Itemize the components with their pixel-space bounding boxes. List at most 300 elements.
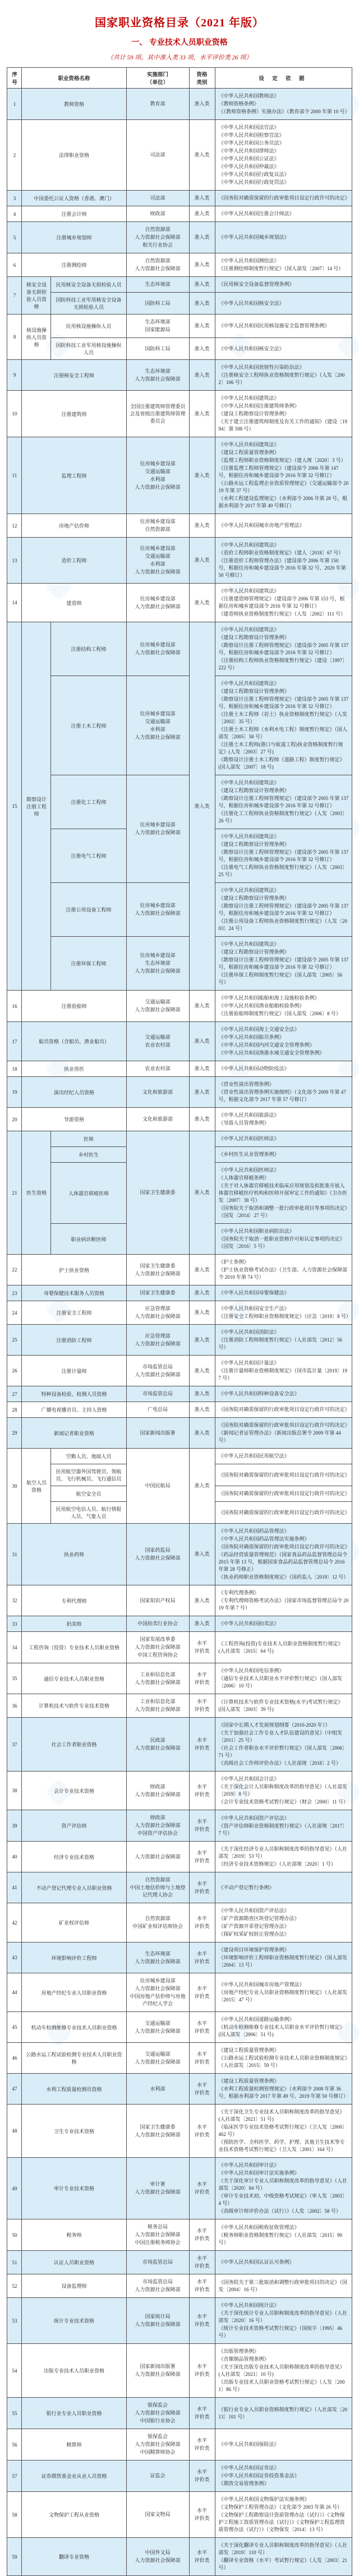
cell-name: 注册结构工程师 bbox=[51, 622, 126, 676]
dept-line: 教育部 bbox=[150, 101, 165, 107]
cell-basis bbox=[215, 1402, 352, 1418]
basis-line: 《中华人民共和国测绘法》 bbox=[218, 258, 279, 263]
basis-line: 《中华人民共和国认证认可条例》 bbox=[218, 2259, 294, 2265]
basis-line: 《中华人民共和国道路运输条例》 bbox=[218, 2017, 294, 2022]
cell-basis bbox=[215, 1585, 352, 1616]
cell-no: 39 bbox=[7, 1810, 22, 1842]
basis-line: 《关于深化统计专业人员职称制度改革的指导意见》（人社部发〔2020〕16 号） bbox=[218, 2310, 348, 2323]
cell-name: 医师 bbox=[51, 1131, 126, 1147]
table-row bbox=[7, 2043, 352, 2074]
category-line: 准入类 bbox=[194, 1407, 210, 1412]
table-row bbox=[7, 538, 352, 584]
dept-line: 国家卫生健康委 bbox=[140, 1290, 176, 1296]
dept-line: 广电总局 bbox=[147, 1407, 168, 1412]
basis-line: 《探矿权采矿权转让管理办法》 bbox=[218, 1931, 289, 1937]
basis-line: 《民用核安全设备监督管理条例》 bbox=[218, 281, 294, 287]
dept-line: 人力资源社会保障部 bbox=[135, 2131, 181, 2138]
basis-line: 《关于深化翻译专业人员职称制度改革的指导意见》（人社部发〔2019〕110 号） bbox=[218, 2542, 348, 2555]
basis-line: 《中华人民共和国建筑法》 bbox=[218, 442, 279, 447]
basis-line: 《中华人民共和国公证法》 bbox=[218, 156, 279, 161]
cell-dept bbox=[126, 1402, 189, 1418]
category-line: 准入类 bbox=[194, 1003, 210, 1009]
basis-line: 《中华人民共和国教师法》 bbox=[218, 93, 279, 99]
basis-line: 《关于深化卫生专业技术人员职称制度改革的指导意见》(人社部发〔2021〕51 号) bbox=[218, 2109, 345, 2122]
table-row bbox=[7, 1077, 352, 1108]
table-row bbox=[7, 2429, 352, 2461]
dept-line: 应急管理部 bbox=[145, 1306, 171, 1311]
dept-line: 文化和旅游部 bbox=[142, 1116, 173, 1122]
table-row bbox=[7, 360, 352, 391]
basis-line: 《中华人民共和国文物保护法实施条例》 bbox=[218, 2496, 310, 2502]
cell-no: 16 bbox=[7, 991, 22, 1022]
dept-line: 应急管理部 bbox=[145, 1333, 171, 1339]
cell-dept bbox=[126, 1386, 189, 1402]
cell-basis bbox=[215, 253, 352, 277]
header-row bbox=[7, 68, 352, 89]
dept-line: 水利部 bbox=[150, 726, 165, 732]
basis-line: 《国务院对确需保留的行政审批项目设定行政许可的决定》 bbox=[218, 1472, 350, 1478]
basis-line: 《中华人民共和国律师法》 bbox=[218, 148, 279, 154]
basis-line: 《中华人民共和国民用核设施安全监督管理条例》 bbox=[218, 323, 330, 329]
cell-name: 翻译专业资格 bbox=[22, 2538, 126, 2576]
cell-dept bbox=[126, 2043, 189, 2074]
table-row bbox=[7, 253, 352, 277]
column-header bbox=[7, 68, 22, 89]
dept-line: 人力资源社会保障部 bbox=[135, 1371, 181, 1377]
basis-line: 《关于深化出版专业技术人员职称制度改革的指导意见》(人社部发〔2021〕10 号) bbox=[218, 2364, 345, 2377]
column-header-line: 职业资格名称 bbox=[58, 76, 90, 82]
cell-basis bbox=[215, 1872, 352, 1903]
basis-line: 《注册造价工程师管理办法》（建设部令 2006 年第 150 号，根据住房和城乡建设部令 2016 年第 32 号、2020 年第 50 号修订） bbox=[218, 558, 346, 578]
basis-line: 《建造师执业资格制度暂行规定》（人发〔2002〕111 号） bbox=[218, 611, 346, 617]
cell-dept bbox=[126, 222, 189, 253]
cell-no: 26 bbox=[7, 1356, 22, 1386]
table-row bbox=[7, 2298, 352, 2344]
category-line: 水平 bbox=[196, 2181, 207, 2187]
cell-category bbox=[189, 2429, 215, 2461]
cell-basis bbox=[215, 991, 352, 1022]
table-row bbox=[7, 2274, 352, 2298]
cell-dept bbox=[126, 2429, 189, 2461]
table-row bbox=[7, 2344, 352, 2398]
cell-category bbox=[189, 338, 215, 360]
cell-basis bbox=[215, 1524, 352, 1585]
basis-line: 《中华人民共和国医师法》 bbox=[218, 1136, 279, 1141]
cell-category bbox=[189, 222, 215, 253]
cell-no: 9 bbox=[7, 360, 22, 391]
cell-dept bbox=[126, 2012, 189, 2043]
basis-line: 《药品经营质量管理规范》（国家食品药品监督管理总局令 2015 年第 13 号，根据国家食品药品监督管理总局令 2016 年第 28 号修正） bbox=[218, 1552, 348, 1572]
dept-line: 国家统计局 bbox=[145, 2314, 171, 2319]
dept-line: 人力资源社会保障部 bbox=[135, 266, 181, 271]
basis-line: 《注册结构工程师执业资格制度暂行规定》（建设〔1997〕222 号） bbox=[218, 658, 348, 670]
dept-line: 工业和信息化部 bbox=[140, 1671, 176, 1677]
table-row bbox=[7, 676, 352, 775]
category-line: 准入类 bbox=[194, 472, 210, 478]
basis-line: 《矿产资源开采登记管理办法》 bbox=[218, 1923, 289, 1929]
basis-line: 《通信专业技术人员职业水平评价暂行规定》（国人部发〔2006〕10 号） bbox=[218, 1676, 343, 1689]
count-note: （共计 59 项。其中准入类 33 项，水平评价类 26 项） bbox=[107, 54, 252, 61]
cell-dept bbox=[126, 1772, 189, 1810]
category-line: 水平 bbox=[196, 1640, 207, 1646]
cell-name: 设备监理师 bbox=[22, 2274, 126, 2298]
cell-dept bbox=[126, 622, 189, 676]
dept-line: 财政部 bbox=[150, 211, 165, 216]
cell-basis bbox=[215, 1163, 352, 1224]
dept-line: 人力资源社会保障部 bbox=[135, 1555, 181, 1561]
cell-category bbox=[189, 1810, 215, 1842]
cell-no: 22 bbox=[7, 1255, 22, 1285]
category-line: 评价类 bbox=[194, 2263, 210, 2269]
dept-line: 人力资源社会保障部 bbox=[135, 2059, 181, 2065]
category-line: 水平 bbox=[196, 1783, 207, 1789]
cell-dept bbox=[126, 1524, 189, 1585]
cell-name: 水利工程质量检测员资格 bbox=[22, 2074, 126, 2105]
cell-no: 40 bbox=[7, 1842, 22, 1872]
category-line: 准入类 bbox=[194, 1597, 210, 1603]
basis-line: 《中华人民共和国城市房地产管理法》 bbox=[218, 522, 305, 528]
basis-line: 《建设工程质量管理条例》 bbox=[218, 2078, 279, 2084]
basis-line: 《临床医学专业技术资格考试暂行规定》（卫人发〔2000〕462 号） bbox=[218, 2124, 348, 2137]
category-line: 评价类 bbox=[194, 2028, 210, 2034]
basis-line: 《建设工程勘察设计管理条例》 bbox=[218, 411, 289, 417]
cell-no: 3 bbox=[7, 191, 22, 206]
dept-line: 市场监管总局 bbox=[142, 2279, 173, 2284]
table-row bbox=[7, 1325, 352, 1356]
basis-line: 《专利代理条例》 bbox=[218, 1590, 259, 1595]
cell-name: 注册测绘师 bbox=[22, 253, 126, 277]
cell-no: 5 bbox=[7, 222, 22, 253]
cell-name: 审计专业技术资格 bbox=[22, 2158, 126, 2219]
table-row bbox=[7, 1524, 352, 1585]
cell-name: 建造师 bbox=[22, 584, 126, 622]
cell-basis bbox=[215, 1616, 352, 1632]
dept-line: 国家新闻出版署 bbox=[140, 1430, 176, 1436]
basis-line: 《中华人民共和国仲裁法》 bbox=[218, 164, 279, 169]
table-row bbox=[7, 222, 352, 253]
cell-category bbox=[189, 1301, 215, 1325]
category-line: 准入类 bbox=[194, 1190, 210, 1195]
dept-line: 人力资源社会保障部 bbox=[135, 1791, 181, 1797]
cell-no: 30 bbox=[7, 1449, 22, 1524]
basis-line: 《公路水运工程试验检测专业技术人员职业资格制度规定》（人社部发〔2015〕59 号） bbox=[218, 2055, 348, 2068]
basis-line: 《机动车检测维修专业技术人员职业水平评价暂行规定》(国人部发〔2006〕51 号) bbox=[218, 2024, 345, 2037]
cell-basis bbox=[215, 2429, 352, 2461]
basis-line: 《中华人民共和国海上交通安全法》 bbox=[218, 1026, 300, 1032]
category-line: 水平 bbox=[196, 1819, 207, 1824]
basis-line: 《中华人民共和国资产评估法》 bbox=[218, 1908, 289, 1913]
basis-line: 《工程咨询(投资)专业技术人员职业资格制度暂行规定》(人社部发〔2015〕64 号) bbox=[218, 1640, 343, 1654]
cell-no: 20 bbox=[7, 1108, 22, 1131]
dept-line: 司法部 bbox=[150, 152, 165, 158]
basis-line: 《教师资格条例》 bbox=[218, 101, 259, 107]
category-line: 评价类 bbox=[194, 1706, 210, 1712]
category-line: 评价类 bbox=[194, 2287, 210, 2292]
basis-line: 《中华人民共和国安全生产法》 bbox=[218, 1306, 289, 1311]
basis-line: 《注册监理工程师管理规定》（建设部令 2006 年第 147 号，根据住房和城乡建设部令 2016 年第 32 号修订） bbox=[218, 465, 339, 478]
cell-category bbox=[189, 2012, 215, 2043]
cell-name: 造价工程师 bbox=[22, 538, 126, 584]
table-row bbox=[7, 1449, 352, 1464]
basis-line: 《国务院对确需保留的行政审批项目设定行政许可的决定》 bbox=[218, 195, 350, 201]
basis-line: 《国务院对确需保留的行政审批项目设定行政许可的决定》 bbox=[218, 1422, 350, 1428]
basis-line: 《高级社会工作师评价办法》（人社部规〔2018〕2 号） bbox=[218, 1760, 341, 1766]
cell-basis bbox=[215, 514, 352, 538]
cell-basis bbox=[215, 2492, 352, 2538]
basis-line: 《中华人民共和国核安全法》 bbox=[218, 345, 284, 352]
cell-name: 特种设备检验、检测人员资格 bbox=[22, 1386, 126, 1402]
cell-basis bbox=[215, 622, 352, 676]
cell-basis bbox=[215, 360, 352, 391]
basis-line: 《资产评估师职业资格制度暂行规定》（人社部规〔2017〕7 号） bbox=[218, 1823, 348, 1836]
cell-no: 48 bbox=[7, 2105, 22, 2158]
cell-name: 经济专业技术资格 bbox=[22, 1842, 126, 1872]
cell-dept bbox=[126, 1616, 189, 1632]
cell-basis bbox=[215, 120, 352, 191]
cell-name: 矿业权评估师 bbox=[22, 1903, 126, 1943]
dept-line: 国家知识产权局 bbox=[140, 1597, 176, 1603]
cell-dept bbox=[126, 2158, 189, 2219]
category-line: 水平 bbox=[196, 2124, 207, 2130]
cell-no: 23 bbox=[7, 1285, 22, 1301]
category-line: 准入类 bbox=[194, 211, 210, 216]
basis-line: 《中华人民共和国船员条例》 bbox=[218, 1034, 284, 1040]
dept-line: 住房城乡建设部 bbox=[140, 545, 176, 551]
cell-dept bbox=[126, 2398, 189, 2429]
category-line: 准入类 bbox=[194, 1430, 210, 1436]
cell-category bbox=[189, 2274, 215, 2298]
basis-line: 《营业性演出管理条例实施细则》（文化部令 2009 年第 47 号，根据文化部令 2017 年第 57 号修订） bbox=[218, 1089, 346, 1102]
cell-name: 职业病诊断医师 bbox=[51, 1224, 126, 1255]
cell-dept bbox=[126, 1077, 189, 1108]
cell-basis bbox=[215, 391, 352, 437]
cell-no: 4 bbox=[7, 206, 22, 222]
table-row bbox=[7, 1131, 352, 1147]
dept-line: 人力资源社会保障部 bbox=[135, 603, 181, 609]
table-row bbox=[7, 1301, 352, 1325]
cell-basis bbox=[215, 1077, 352, 1108]
basis-line: 《翻译专业资格（水平）考试暂行规定》（人发〔2003〕21 号） bbox=[218, 2557, 348, 2570]
basis-line: 《中华人民共和国建筑法》 bbox=[218, 627, 279, 632]
dept-line: 住房城乡建设部 bbox=[140, 519, 176, 524]
category-line: 准入类 bbox=[194, 1116, 210, 1122]
basis-line: 《注册环保工程师制度暂行规定》（国人部发〔2005〕56 号） bbox=[218, 972, 343, 985]
category-line: 准入类 bbox=[194, 345, 210, 352]
cell-name: 文物保护工程从业资格 bbox=[22, 2492, 126, 2538]
cell-dept bbox=[126, 293, 189, 315]
basis-line: 《关于加强社会工作专业人才队伍建设的意见》（中组发〔2011〕25 号） bbox=[218, 1730, 343, 1743]
category-line: 评价类 bbox=[194, 2089, 210, 2096]
basis-line: 《营业性演出管理条例》 bbox=[218, 1081, 274, 1087]
table-row bbox=[7, 120, 352, 191]
cell-basis bbox=[215, 2398, 352, 2429]
dept-line: 人力资源社会保障部 bbox=[135, 1270, 181, 1277]
category-line: 准入类 bbox=[194, 1483, 210, 1488]
dept-line: 人力资源社会保障部 bbox=[135, 2441, 181, 2447]
cell-basis bbox=[215, 2344, 352, 2398]
category-line: 准入类 bbox=[194, 557, 210, 563]
cell-basis bbox=[215, 1449, 352, 1464]
table-row bbox=[7, 315, 352, 338]
dept-line: 文化和旅游部 bbox=[142, 1089, 173, 1095]
cell-category bbox=[189, 1632, 215, 1663]
basis-line: 《国务院对确需保留的行政审批项目设定行政许可的决定》 bbox=[218, 1407, 350, 1412]
category-line: 评价类 bbox=[194, 2059, 210, 2065]
cell-dept bbox=[126, 1718, 189, 1772]
basis-line: 《中华人民共和国行政处罚法》 bbox=[218, 179, 289, 185]
cell-dept bbox=[126, 2461, 189, 2492]
cell-dept bbox=[126, 391, 189, 437]
category-line: 评价类 bbox=[194, 1888, 210, 1894]
table-row bbox=[7, 2251, 352, 2274]
cell-basis bbox=[215, 676, 352, 775]
cell-name: 注册计量师 bbox=[22, 1356, 126, 1386]
cell-no: 12 bbox=[7, 514, 22, 538]
cell-dept bbox=[126, 1694, 189, 1718]
cell-category bbox=[189, 1718, 215, 1772]
cell-name: 税务师 bbox=[22, 2219, 126, 2251]
table-row bbox=[7, 2105, 352, 2158]
category-line: 评价类 bbox=[194, 2321, 210, 2327]
dept-line: 人力资源社会保障部 bbox=[135, 830, 181, 835]
cell-no: 8 bbox=[7, 315, 22, 360]
table-row bbox=[7, 1585, 352, 1616]
basis-line: 《中华人民共和国检察官法》 bbox=[218, 132, 284, 138]
category-line: 准入类 bbox=[194, 1310, 210, 1315]
dept-line: 国家卫生健康委 bbox=[140, 1190, 176, 1195]
cell-name: 乡村医生 bbox=[51, 1147, 126, 1163]
basis-line: 《出版管理条例》 bbox=[218, 2348, 259, 2354]
cell-name: 专利代理师 bbox=[22, 1585, 126, 1616]
dept-line: 人力资源社会保障部 bbox=[135, 734, 181, 740]
dept-line: 人力资源社会保障部 bbox=[135, 1314, 181, 1319]
cell-no: 55 bbox=[7, 2398, 22, 2429]
table-row bbox=[7, 1842, 352, 1872]
basis-line: 《注册测绘师制度暂行规定》（国人部发〔2007〕14 号） bbox=[218, 266, 344, 271]
dept-line: 人力资源社会保障部 bbox=[135, 1706, 181, 1712]
basis-line: 《期货交易管理条例》 bbox=[218, 2481, 269, 2486]
dept-line: 住房城乡建设部 bbox=[140, 460, 176, 466]
cell-dept bbox=[126, 1973, 189, 2012]
basis-line: 《中华人民共和国审计法》 bbox=[218, 2162, 279, 2168]
cell-no: 14 bbox=[7, 584, 22, 622]
table-row bbox=[7, 1973, 352, 2012]
basis-line: 《建设工程勘察设计管理条例》 bbox=[218, 688, 289, 694]
cell-category bbox=[189, 437, 215, 514]
dept-line: 自然资源部 bbox=[145, 1877, 171, 1883]
cell-no: 57 bbox=[7, 2461, 22, 2492]
cell-dept bbox=[126, 538, 189, 584]
category-line: 评价类 bbox=[194, 1857, 210, 1863]
table-row bbox=[7, 991, 352, 1022]
basis-line: 《注册核安全工程师执业资格制度暂行规定》（人发〔2002〕106 号） bbox=[218, 372, 345, 385]
cell-dept bbox=[126, 338, 189, 360]
category-line: 水平 bbox=[196, 1880, 207, 1886]
cell-category bbox=[189, 277, 215, 293]
table-row bbox=[7, 2492, 352, 2538]
basis-line: 《人体器官移植条例》 bbox=[218, 1175, 269, 1181]
basis-line: 《中华人民共和国民用航空法》 bbox=[218, 1453, 289, 1459]
category-line: 准入类 bbox=[194, 1367, 210, 1373]
cell-basis bbox=[215, 775, 352, 829]
cell-category bbox=[189, 1694, 215, 1718]
basis-line: 《水利工程建设监理规定》（水利部令 2006 年第 28 号，根据水利部令 2017 年第 49 号修订） bbox=[218, 496, 348, 508]
cell-no: 31 bbox=[7, 1524, 22, 1585]
column-header-line: 资格 bbox=[196, 72, 208, 78]
cell-category bbox=[189, 2398, 215, 2429]
basis-line: 《建设项目环境保护管理条例》 bbox=[218, 1947, 289, 1953]
table-row bbox=[7, 584, 352, 622]
cell-category bbox=[189, 1402, 215, 1418]
cell-category bbox=[189, 1418, 215, 1449]
dept-line: 国防科工局 bbox=[145, 300, 171, 306]
basis-line: 《中华人民共和国建筑法》 bbox=[218, 588, 279, 594]
cell-dept bbox=[126, 191, 189, 206]
dept-line: 人力资源社会保障部 bbox=[135, 1986, 181, 1991]
cell-group-name: 勘察设计注册工程师 bbox=[22, 622, 51, 991]
table-row bbox=[7, 2538, 352, 2576]
cell-category bbox=[189, 584, 215, 622]
basis-line: 《中华人民共和国统计法》 bbox=[218, 2302, 279, 2308]
dept-line: 生态环境部 bbox=[145, 1950, 171, 1957]
basis-line: 《中华人民共和国建筑法》 bbox=[218, 395, 279, 401]
cell-no: 32 bbox=[7, 1585, 22, 1616]
dept-line: 人力资源社会保障部 bbox=[135, 1644, 181, 1650]
cell-basis bbox=[215, 1772, 352, 1810]
cell-name: 拍卖师 bbox=[22, 1616, 126, 1632]
table-row bbox=[7, 1255, 352, 1285]
basis-line: 《中华人民共和国电信条例》 bbox=[218, 1668, 284, 1673]
cell-name: 资产评估师 bbox=[22, 1810, 126, 1842]
cell-no: 49 bbox=[7, 2158, 22, 2219]
cell-name: 民用核设施操纵人员 bbox=[51, 315, 126, 338]
dept-line: 交通运输部 bbox=[145, 2020, 171, 2026]
dept-line: 农业农村部 bbox=[145, 1042, 171, 1048]
cell-category bbox=[189, 2492, 215, 2538]
cell-basis bbox=[215, 1694, 352, 1718]
cell-no: 51 bbox=[7, 2251, 22, 2274]
cell-name: 公路水运工程试验检测专业技术人员职业资格 bbox=[22, 2043, 126, 2074]
cell-category bbox=[189, 1973, 215, 2012]
basis-line: 《造价工程师职业资格制度规定》（建人〔2018〕67 号） bbox=[218, 550, 344, 556]
cell-dept bbox=[126, 1663, 189, 1694]
basis-line: 《建设工程勘察设计管理条例》 bbox=[218, 895, 289, 901]
cell-category bbox=[189, 315, 215, 338]
column-header-line: 类别 bbox=[196, 80, 208, 86]
basis-line: 《注册化工工程师执业资格制度暂行规定》（人发〔2003〕26 号） bbox=[218, 811, 348, 824]
cell-basis bbox=[215, 1224, 352, 1255]
basis-line: 《执业药师职业资格制度规定》（国药监人〔2019〕12 号） bbox=[218, 1574, 349, 1580]
cell-category bbox=[189, 991, 215, 1022]
dept-line: 生态环境部 bbox=[145, 368, 171, 374]
cell-basis bbox=[215, 2074, 352, 2105]
table-row bbox=[7, 2074, 352, 2105]
dept-line: 人力资源社会保障部 bbox=[135, 234, 181, 240]
cell-category bbox=[189, 1077, 215, 1108]
category-line: 准入类 bbox=[194, 372, 210, 378]
column-header-line: 序 bbox=[12, 72, 17, 78]
dept-line: 住房城乡建设部 bbox=[140, 952, 176, 958]
cell-group-name: 航空人员资格 bbox=[22, 1449, 51, 1524]
basis-line: 《关于深化审计专业人员职称制度改革的指导意见》（人社部发〔2020〕84 号） bbox=[218, 2178, 348, 2191]
category-line: 评价类 bbox=[194, 2189, 210, 2195]
basis-line: 《护士条例》 bbox=[218, 1259, 249, 1265]
dept-line: 中国注册税务师协会 bbox=[135, 2240, 181, 2245]
category-line: 评价类 bbox=[194, 2515, 210, 2521]
category-line: 评价类 bbox=[194, 1826, 210, 1832]
category-line: 评价类 bbox=[194, 2414, 210, 2420]
basis-line: 《监理工程师职业资格制度规定》（建人规〔2020〕3 号） bbox=[218, 457, 346, 463]
